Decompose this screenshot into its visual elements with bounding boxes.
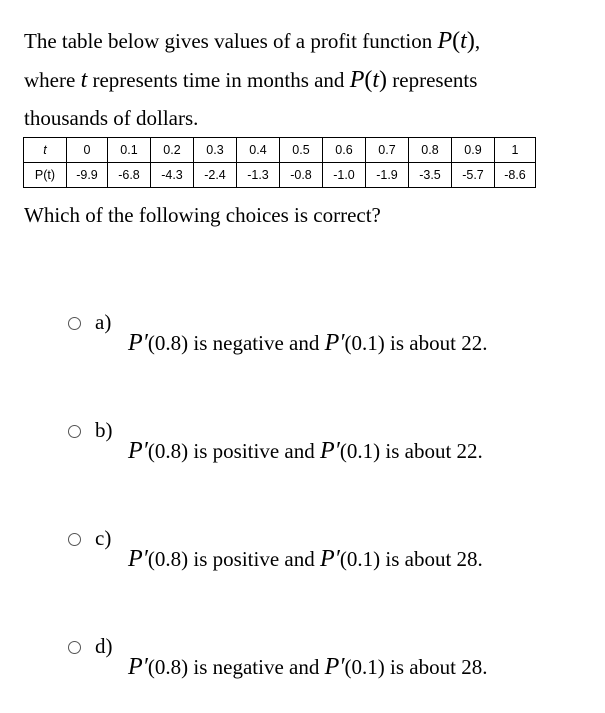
table-cell: 0.4: [237, 138, 280, 163]
table-cell: -8.6: [495, 163, 536, 188]
table-row-t: [24, 138, 536, 163]
table-cell: -3.5: [409, 163, 452, 188]
table-cell: 1: [495, 138, 536, 163]
option-b[interactable]: [0, 416, 605, 496]
table-cell: 0.9: [452, 138, 495, 163]
option-text: P′(0.8) is negative and P′(0.1) is about 28.: [128, 654, 488, 680]
table-cell: 0.5: [280, 138, 323, 163]
radio-button-d[interactable]: [68, 641, 81, 654]
table-cell: -5.7: [452, 163, 495, 188]
table-header-t: t: [24, 138, 67, 163]
table-cell: -0.8: [280, 163, 323, 188]
table-cell: 0.2: [151, 138, 194, 163]
table-cell: 0.7: [366, 138, 409, 163]
option-letter: c): [95, 526, 112, 550]
function-notation: P(t): [349, 66, 388, 93]
function-notation: P(t): [437, 28, 475, 54]
table-cell: -9.9: [67, 163, 108, 188]
table-cell: 0.1: [108, 138, 151, 163]
table-cell: -1.3: [237, 163, 280, 188]
question-line-3: thousands of dollars.: [24, 106, 199, 130]
option-letter: b): [95, 418, 113, 442]
question-line-1: The table below gives values of a profit function P(t),: [24, 28, 481, 54]
table-header-p: P(t): [24, 163, 67, 188]
radio-button-b[interactable]: [68, 425, 81, 438]
question-text: [24, 22, 584, 138]
option-text: P′(0.8) is positive and P′(0.1) is about 22.: [128, 438, 483, 464]
table-cell: 0.8: [409, 138, 452, 163]
option-letter: d): [95, 634, 113, 658]
table-cell: -4.3: [151, 163, 194, 188]
table-cell: 0.3: [194, 138, 237, 163]
table-cell: -1.0: [323, 163, 366, 188]
question-prompt: Which of the following choices is correct?: [24, 203, 381, 227]
option-text: P′(0.8) is negative and P′(0.1) is about 22.: [128, 330, 488, 356]
option-a[interactable]: [0, 308, 605, 388]
question-line-2: where t represents time in months and P(t) represents: [24, 66, 478, 93]
option-c[interactable]: [0, 524, 605, 604]
table-cell: -6.8: [108, 163, 151, 188]
table-cell: -2.4: [194, 163, 237, 188]
table-cell: -1.9: [366, 163, 409, 188]
radio-button-c[interactable]: [68, 533, 81, 546]
table-row-p: [24, 163, 536, 188]
table-cell: 0: [67, 138, 108, 163]
values-table: [23, 137, 536, 188]
option-text: P′(0.8) is positive and P′(0.1) is about 28.: [128, 546, 483, 572]
radio-button-a[interactable]: [68, 317, 81, 330]
option-d[interactable]: [0, 632, 605, 712]
table-cell: 0.6: [323, 138, 366, 163]
option-letter: a): [95, 310, 112, 334]
